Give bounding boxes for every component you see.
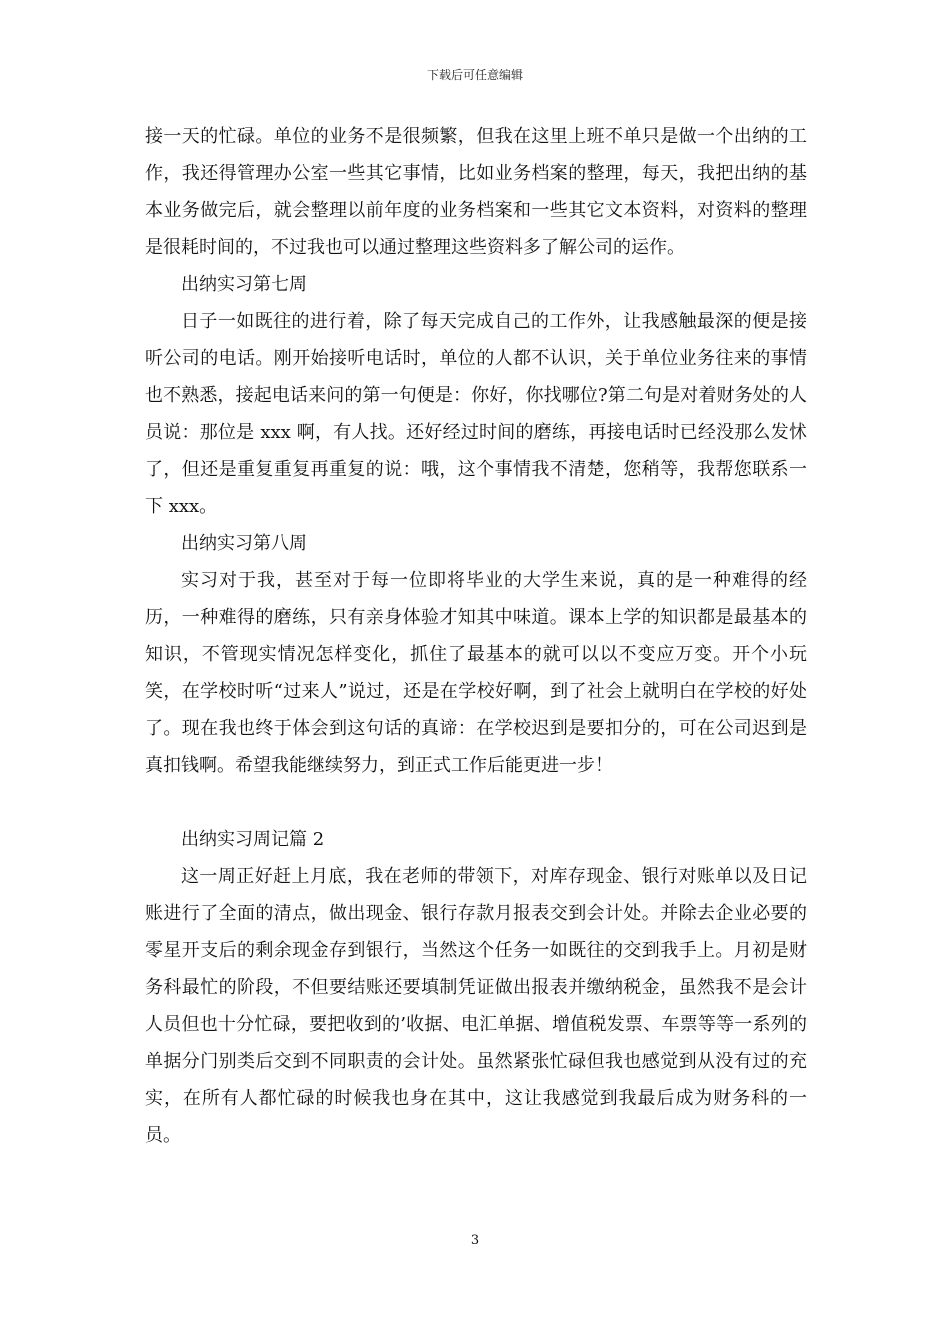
page-number: 3 <box>470 1233 480 1248</box>
page-header-note: 下载后可任意编辑 <box>426 68 523 82</box>
document-body <box>145 118 807 1154</box>
heading-week-7: 出纳实习第七周 <box>181 274 307 295</box>
paragraph-week-7: 日子一如既往的进行着，除了每天完成自己的工作外，让我感触最深的便是接听公司的电话。刚开始接听电话时，单位的人都不认识，关于单位业务往来的事情也不熟悉，接起电话来问的第一句便是：你好，你找哪位?第二句是对着财务处的人员说：那位是 xxx 啊，有人找。还好经过时间的磨练，再接电话时已经没那么发怵了，但还是重复重复再重复的说：哦，这个事情我不清楚，您稍等，我帮您联系一下 xxx。 <box>145 311 807 517</box>
paragraph-part-2: 这一周正好赶上月底，我在老师的带领下，对库存现金、银行对账单以及日记账进行了全面的清点，做出现金、银行存款月报表交到会计处。并除去企业必要的零星开支后的剩余现金存到银行，当然这个任务一如既往的交到我手上。月初是财务科最忙的阶段，不但要结账还要填制凭证做出报表并缴纳税金，虽然我不是会计人员但也十分忙碌，要把收到的’收据、电汇单据、增值税发票、车票等等一系列的单据分门别类后交到不同职责的会计处。虽然紧张忙碌但我也感觉到从没有过的充实，在所有人都忙碌的时候我也身在其中，这让我感觉到我最后成为财务科的一员。 <box>145 866 807 1146</box>
heading-week-8: 出纳实习第八周 <box>181 533 307 554</box>
heading-part-2: 出纳实习周记篇 2 <box>181 829 325 850</box>
paragraph-week6-continued: 接一天的忙碌。单位的业务不是很频繁，但我在这里上班不单只是做一个出纳的工作，我还得管理办公室一些其它事情，比如业务档案的整理，每天，我把出纳的基本业务做完后，就会整理以前年度的业务档案和一些其它文本资料，对资料的整理是很耗时间的，不过我也可以通过整理这些资料多了解公司的运作。 <box>145 126 807 258</box>
paragraph-week-8: 实习对于我，甚至对于每一位即将毕业的大学生来说，真的是一种难得的经历，一种难得的磨练，只有亲身体验才知其中味道。课本上学的知识都是最基本的知识，不管现实情况怎样变化，抓住了最基本的就可以以不变应万变。开个小玩笑，在学校时听“过来人”说过，还是在学校好啊，到了社会上就明白在学校的好处了。现在我也终于体会到这句话的真谛：在学校迟到是要扣分的，可在公司迟到是真扣钱啊。希望我能继续努力，到正式工作后能更进一步！ <box>145 570 807 776</box>
section-gap <box>145 784 807 821</box>
